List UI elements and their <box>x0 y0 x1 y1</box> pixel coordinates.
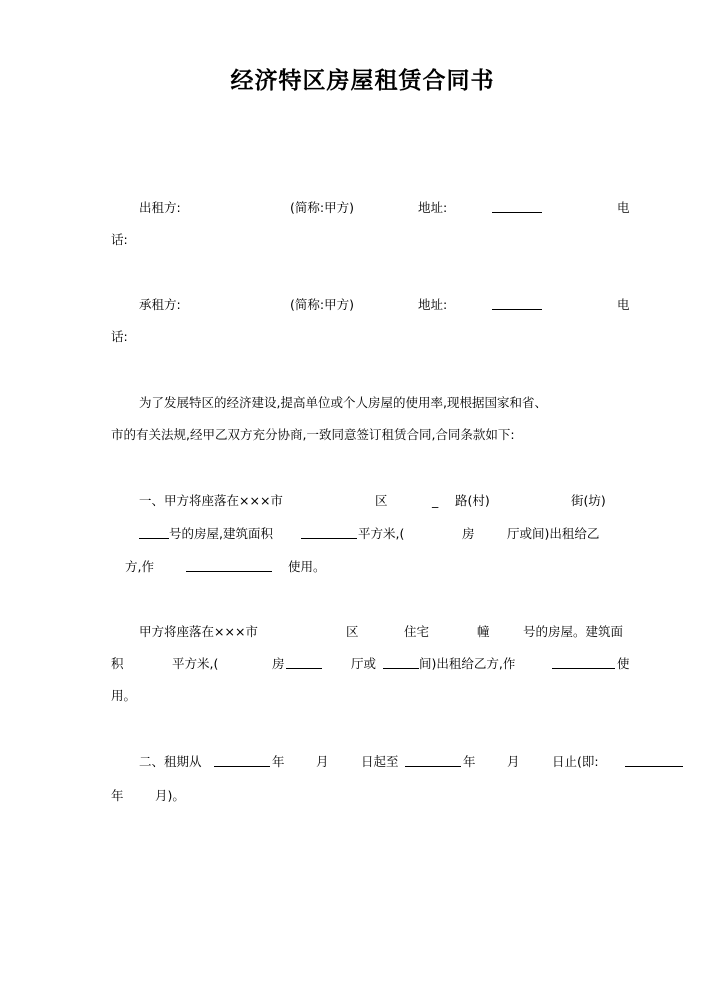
clause2-start-year-blank[interactable] <box>214 766 270 767</box>
lessor-label: 出租方: <box>139 200 181 215</box>
clause1-usage-blank[interactable] <box>186 571 272 572</box>
clause2-text-f: 月 <box>507 754 520 769</box>
clause1b-text-g: 平方米,( <box>172 656 219 671</box>
preamble-line-2: 市的有关法规,经甲乙双方充分协商,一致同意签订租赁合同,合同条款如下: <box>111 427 515 442</box>
clause1-text-h: 房 <box>462 526 475 541</box>
lessee-label: 承租方: <box>139 297 181 312</box>
clause1-text-j: 方,作 <box>125 559 154 574</box>
lessor-phone-label-2: 话: <box>111 232 128 247</box>
clause1-text-k: 使用。 <box>288 559 326 574</box>
clause1-text-c: _ <box>432 493 439 508</box>
clause2-end-year-blank[interactable] <box>405 766 461 767</box>
clause2-text-c: 月 <box>316 754 329 769</box>
clause2-text-h: 年 <box>111 788 124 803</box>
clause1b-text-c: 住宅 <box>404 624 430 639</box>
clause2-text-a: 二、租期从 <box>139 754 202 769</box>
clause1-text-e: 街(坊) <box>571 493 606 508</box>
clause1b-text-d: 幢 <box>477 624 490 639</box>
lessee-abbr: (简称:甲方) <box>290 297 354 312</box>
preamble-line-1: 为了发展特区的经济建设,提高单位或个人房屋的使用率,现根据国家和省、 <box>139 395 547 410</box>
clause2-text-i: 月)。 <box>155 788 185 803</box>
clause1-text-f: 号的房屋,建筑面积 <box>169 526 273 541</box>
clause1-text-g: 平方米,( <box>358 526 405 541</box>
clause1b-rooms-blank[interactable] <box>286 668 322 669</box>
clause1b-text-i: 厅或 <box>351 656 377 671</box>
clause1-text-a: 一、甲方将座落在×××市 <box>139 493 283 508</box>
clause1b-text-l: 用。 <box>111 688 137 703</box>
clause2-text-e: 年 <box>463 754 476 769</box>
lessee-address-label: 地址: <box>418 297 448 312</box>
clause2-text-g: 日止(即: <box>552 754 599 769</box>
clause1b-text-f: 积 <box>111 656 124 671</box>
lessor-phone-label-1: 电 <box>617 200 630 215</box>
clause2-duration-blank[interactable] <box>625 766 683 767</box>
clause1b-halls-blank[interactable] <box>383 668 419 669</box>
lessee-phone-label-2: 话: <box>111 329 128 344</box>
document-title: 经济特区房屋租赁合同书 <box>230 68 495 94</box>
clause2-text-d: 日起至 <box>361 754 399 769</box>
clause1b-text-k: 使 <box>617 656 630 671</box>
clause1b-text-e: 号的房屋。建筑面 <box>523 624 624 639</box>
lessee-address-blank[interactable] <box>492 309 542 310</box>
clause1b-text-j: 间)出租给乙方,作 <box>419 656 516 671</box>
clause1b-text-b: 区 <box>346 624 359 639</box>
clause1-text-i: 厅或间)出租给乙 <box>507 526 600 541</box>
clause1b-text-h: 房 <box>272 656 285 671</box>
clause1-area-blank[interactable] <box>301 538 357 539</box>
lessor-address-label: 地址: <box>418 200 448 215</box>
lessor-abbr: (简称:甲方) <box>290 200 354 215</box>
lessor-address-blank[interactable] <box>492 212 542 213</box>
clause1b-usage-blank[interactable] <box>552 668 615 669</box>
clause2-text-b: 年 <box>272 754 285 769</box>
clause1-number-blank[interactable] <box>139 538 169 539</box>
clause1-text-b: 区 <box>375 493 388 508</box>
lessee-phone-label-1: 电 <box>617 297 630 312</box>
clause1-text-d: 路(村) <box>455 493 490 508</box>
clause1b-text-a: 甲方将座落在×××市 <box>139 624 258 639</box>
